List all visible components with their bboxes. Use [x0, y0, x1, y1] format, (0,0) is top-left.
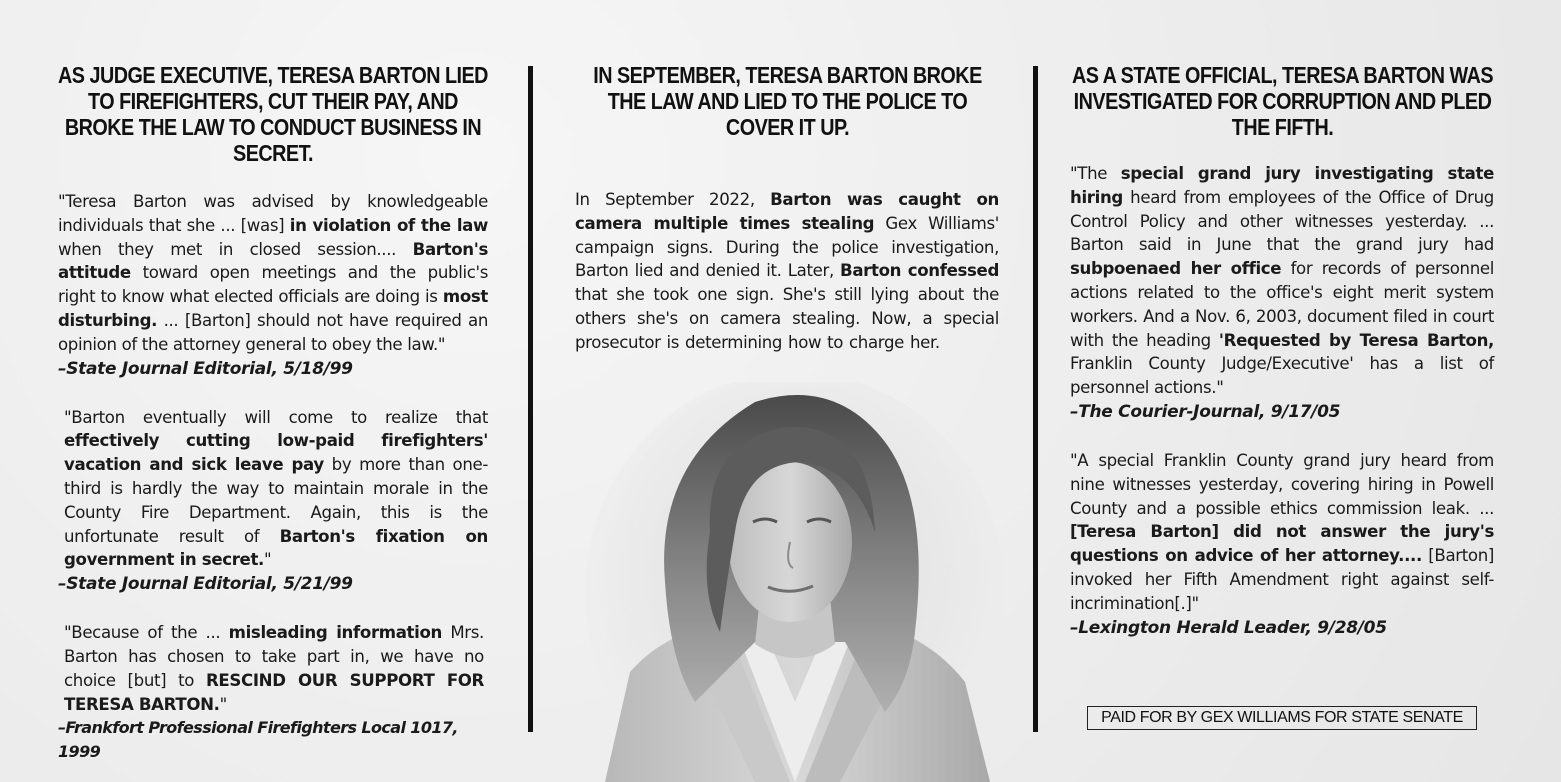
column-right-heading: AS A STATE OFFICIAL, TERESA BARTON WAS INVESTIGATED FOR CORRUPTION AND PLED THE FIFTH.	[1071, 62, 1494, 140]
paragraph-text: Gex Williams' campaign signs. During the police investigation, Barton lied and denied it. Later,	[575, 213, 999, 281]
quote-text: when they met in closed session....	[58, 239, 413, 259]
quote-text: [Barton] invoked her Fifth Amendment right against self-incrimination[.]"	[1070, 546, 1494, 613]
quote-bold: in violation of the law	[289, 215, 488, 235]
column-center-heading: IN SEPTEMBER, TERESA BARTON BROKE THE LAW AND LIED TO THE POLICE TO COVER IT UP.	[593, 62, 982, 140]
paragraph-bold: Barton was caught on camera multiple times stealing	[575, 190, 999, 233]
quote-bold: special grand jury investigating state hiring	[1070, 164, 1494, 207]
paragraph-text: In September 2022,	[575, 190, 771, 209]
quote-bold: 'Requested by Teresa Barton,	[1218, 330, 1494, 350]
quote-text: "Teresa Barton was advised by knowledgeable individuals that she ... [was]	[58, 192, 488, 235]
quote-3	[64, 621, 484, 716]
quote-text: for records of personnel actions related to the office's eight merit system workers. And a Nov. 6, 2003, document filed in court with the heading	[1070, 259, 1494, 350]
candidate-portrait	[585, 382, 1005, 782]
paid-for-disclaimer: PAID FOR BY GEX WILLIAMS FOR STATE SENATE	[1087, 706, 1477, 730]
quote-text: toward open meetings and the public's right to know what elected officials are doing is	[58, 263, 488, 307]
quote-4	[1070, 162, 1494, 400]
quote-bold: misleading information	[228, 623, 442, 643]
citation-4: –The Courier-Journal, 9/17/05	[1070, 401, 1341, 422]
quote-text: by more than one-third is hardly the way to maintain morale in the County Fire Department. Again, this is the unfortunate result of	[64, 455, 488, 546]
citation-5: –Lexington Herald Leader, 9/28/05	[1070, 617, 1387, 638]
quote-text: ... [Barton] should not have required an opinion of the attorney general to obey the law."	[58, 310, 488, 354]
quote-text: "The	[1070, 164, 1121, 183]
quote-bold: effectively cutting low-paid firefighters' vacation and sick leave pay	[64, 431, 488, 475]
citation-2: –State Journal Editorial, 5/21/99	[58, 574, 353, 595]
column-right	[1070, 62, 1494, 640]
quote-text: "Because of the ...	[64, 623, 229, 643]
quote-bold: most disturbing.	[58, 287, 488, 330]
paragraph-bold: Barton confessed	[840, 261, 999, 281]
citation-3: –Frankfort Professional Firefighters Local 1017, 1999	[58, 718, 458, 762]
quote-bold: RESCIND OUR SUPPORT FOR TERESA BARTON.	[64, 670, 484, 714]
column-divider	[528, 66, 533, 732]
quote-text: "	[219, 694, 227, 714]
column-center	[575, 62, 999, 355]
quote-bold: [Teresa Barton] did not answer the jury's questions on advice of her attorney....	[1070, 522, 1494, 566]
quote-bold: Barton's fixation on government in secret.	[64, 526, 488, 570]
quote-text: heard from employees of the Office of Drug Control Policy and other witnesses yesterday. ... Barton said in June that the grand jury had	[1070, 187, 1494, 255]
center-paragraph	[575, 188, 999, 355]
column-divider	[1033, 66, 1038, 732]
quote-text: "Barton eventually will come to realize that	[64, 407, 488, 427]
quote-5	[1070, 449, 1494, 616]
quote-text: Mrs. Barton has chosen to take part in, we have no choice [but] to	[64, 623, 484, 690]
quote-1	[58, 190, 488, 357]
paragraph-text: that she took one sign. She's still lying about the others she's on camera stealing. Now, a special prosecutor is determining how to charge her.	[575, 285, 999, 352]
quote-text: "A special Franklin County grand jury heard from nine witnesses yesterday, covering hiring in Powell County and a possible ethics commission leak. ...	[1070, 450, 1494, 518]
quote-2	[64, 406, 488, 573]
quote-bold: Barton's attitude	[58, 239, 488, 283]
column-left-heading: AS JUDGE EXECUTIVE, TERESA BARTON LIED TO FIREFIGHTERS, CUT THEIR PAY, AND BROKE THE LAW TO CONDUCT BUSINESS IN SECRET.	[58, 62, 488, 166]
citation-1: –State Journal Editorial, 5/18/99	[58, 358, 353, 379]
quote-bold: subpoenaed her office	[1070, 259, 1282, 279]
column-left	[58, 62, 488, 764]
quote-text: "	[263, 550, 272, 570]
quote-text: Franklin County Judge/Executive' has a list of personnel actions."	[1070, 354, 1494, 398]
